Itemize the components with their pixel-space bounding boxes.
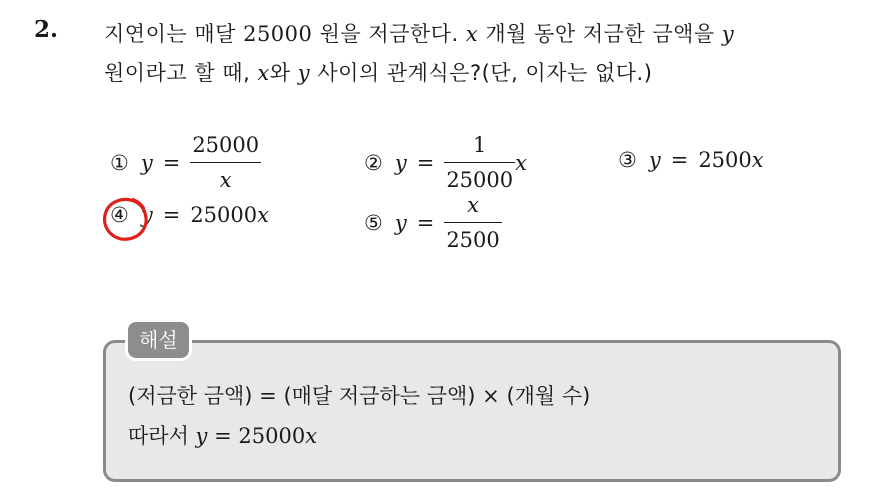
solution-eq-sign: = xyxy=(259,384,277,408)
solution-eq-2: = xyxy=(207,424,239,448)
choice-3-marker: ③ xyxy=(618,148,637,172)
choice-1-numerator: 25000 xyxy=(192,133,260,157)
choice-4-lhs: y xyxy=(140,203,153,227)
choice-2[interactable] xyxy=(364,132,527,193)
question-text-1b: 원을 저금한다. xyxy=(312,22,466,46)
choice-3[interactable] xyxy=(618,148,764,172)
choice-2-numerator: 1 xyxy=(473,133,487,157)
choice-5-marker: ⑤ xyxy=(364,210,383,235)
question-amount: 25000 xyxy=(243,22,313,46)
question-text-2c: 사이의 관계식은?(단, 이자는 없다.) xyxy=(310,61,653,85)
solution-text-1c: (개월 수) xyxy=(499,384,591,408)
choice-3-lhs: y xyxy=(648,148,661,172)
choice-5-fraction xyxy=(444,192,501,253)
question-text-1a: 지연이는 매달 xyxy=(104,22,244,46)
solution-times-sign: × xyxy=(482,384,500,408)
choice-2-eq: = xyxy=(416,150,435,175)
question-text-2a: 원이라고 할 때, xyxy=(104,61,258,85)
question-number: 2. xyxy=(34,16,59,43)
solution-var-x: x xyxy=(305,424,318,448)
solution-box xyxy=(103,340,841,482)
choice-1-denominator: x xyxy=(219,168,232,192)
question-var-y-2: y xyxy=(297,61,311,85)
solution-line-1 xyxy=(128,380,590,410)
choice-4-eq: = xyxy=(162,203,181,227)
choice-1-marker: ① xyxy=(110,150,129,175)
choice-5[interactable] xyxy=(364,192,502,253)
choice-3-eq: = xyxy=(670,148,689,172)
question-var-y: y xyxy=(721,22,735,46)
choice-2-marker: ② xyxy=(364,150,383,175)
solution-tag: 해설 xyxy=(128,322,189,358)
question-text-2b: 와 xyxy=(269,61,298,85)
choice-3-coef: 2500 xyxy=(698,148,752,172)
choice-4-marker: ④ xyxy=(110,203,129,227)
solution-text-1a: (저금한 금액) xyxy=(128,384,260,408)
solution-text-1b: (매달 저금하는 금액) xyxy=(276,384,483,408)
question-line-1 xyxy=(104,18,734,48)
choice-5-numerator: x xyxy=(467,193,479,217)
solution-var-y: y xyxy=(195,424,208,448)
choice-5-eq: = xyxy=(416,210,435,235)
choice-3-var: x xyxy=(751,148,764,172)
question-text-1c: 개월 동안 저금한 금액을 xyxy=(478,22,722,46)
solution-text-2a: 따라서 xyxy=(128,424,196,448)
choice-2-fraction-bar xyxy=(444,162,515,163)
choice-1[interactable] xyxy=(110,132,261,193)
question-line-2 xyxy=(104,57,652,87)
choice-1-fraction xyxy=(190,132,261,193)
choice-1-eq: = xyxy=(162,150,181,175)
choice-2-tail: x xyxy=(515,150,527,175)
choice-1-lhs: y xyxy=(140,150,153,175)
solution-line-2 xyxy=(128,420,317,450)
choice-2-fraction xyxy=(444,132,515,193)
choice-1-fraction-bar xyxy=(190,162,261,163)
choice-5-fraction-bar xyxy=(444,222,501,223)
choice-4-coef: 25000 xyxy=(190,203,258,227)
solution-coef: 25000 xyxy=(238,424,306,448)
choice-5-lhs: y xyxy=(394,210,407,235)
choice-5-denominator: 2500 xyxy=(446,228,500,252)
question-var-x-2: x xyxy=(257,61,270,85)
answer-circle-icon xyxy=(100,195,152,245)
question-var-x: x xyxy=(465,22,479,46)
choice-2-denominator: 25000 xyxy=(446,168,514,192)
choice-4-var: x xyxy=(257,203,269,227)
choice-2-lhs: y xyxy=(394,150,407,175)
